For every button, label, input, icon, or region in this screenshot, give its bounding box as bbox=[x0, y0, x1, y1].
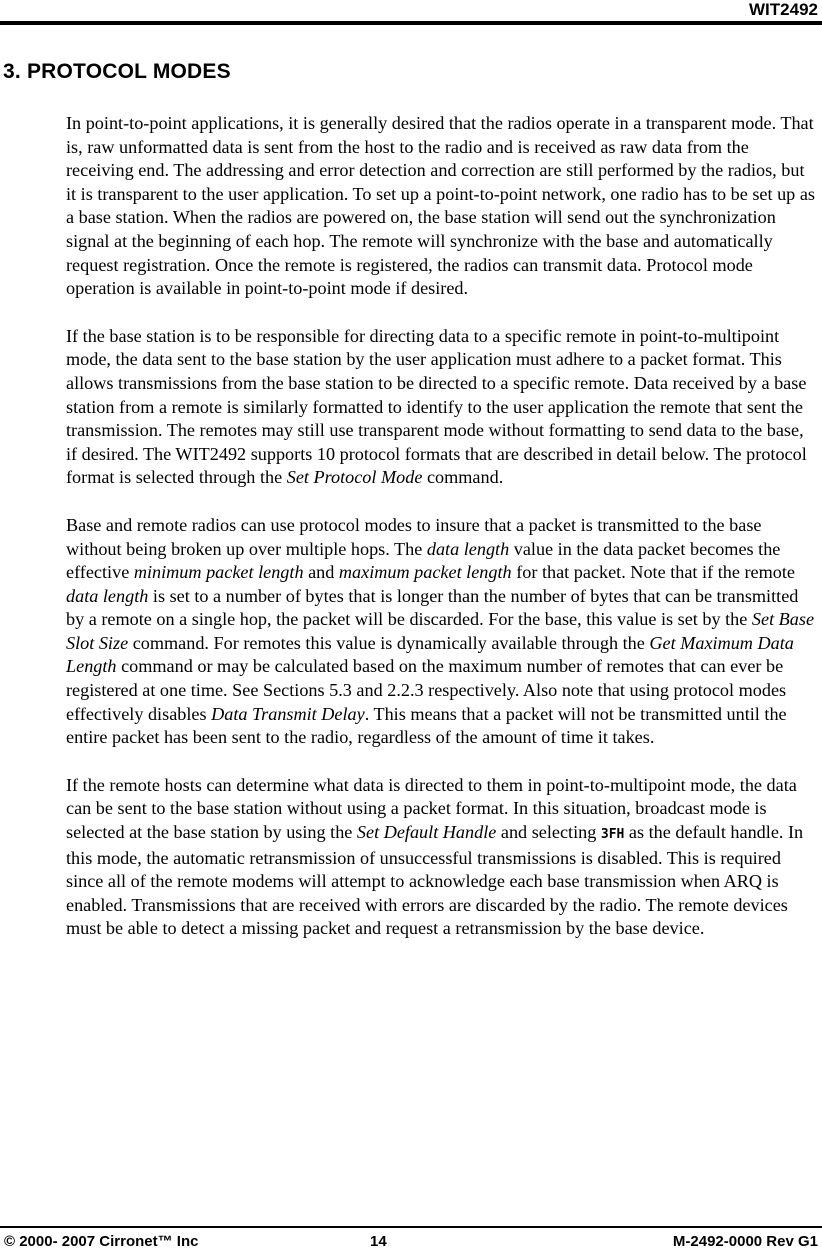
paragraph-text: If the remote hosts can determine what data is directed to them in point-to-multipoint mode, the data can be sent to the base station without using a packet format. In this situation, broadcast mode is selected at the base station by using the bbox=[66, 774, 797, 843]
footer-rule bbox=[0, 1226, 822, 1228]
command-name: Set Base Slot Size bbox=[66, 609, 815, 653]
document-id: M-2492-0000 Rev G1 bbox=[672, 1233, 818, 1250]
header-rule bbox=[0, 21, 822, 25]
term: minimum packet length bbox=[133, 562, 304, 583]
command-name: Get Maximum Data Length bbox=[66, 632, 794, 677]
command-name: Set Protocol Mode bbox=[286, 467, 423, 488]
paragraph-point-to-multipoint bbox=[66, 325, 818, 490]
paragraph-text: is set to a number of bytes that is longer than the number of bytes that can be transmitted by a remote on a single hop, the packet will be discarded. For the base, this value is set by the bbox=[66, 585, 799, 630]
paragraph-text: command. bbox=[422, 467, 504, 488]
code-value: 3FH bbox=[600, 827, 625, 843]
term: Data Transmit Delay bbox=[211, 703, 365, 724]
paragraph-text: as the default handle. In this mode, the automatic retransmission of unsuccessful transmissions is disabled. This is required since all of the remote modems will attempt to acknowledge each base transmission when ARQ is enabled. Transmissions that are received with errors are discarded by the radio. The remote devices must be able to detect a missing packet and request a retransmission by the base device. bbox=[66, 822, 804, 939]
paragraph-point-to-point bbox=[66, 112, 818, 301]
paragraph-text: command or may be calculated based on the maximum number of remotes that can ever be registered at one time. See Sections 5.3 and 2.2.3 respectively. Also note that using protocol modes effectively disables bbox=[66, 656, 787, 724]
paragraph-text: value in the data packet becomes the effective bbox=[66, 538, 781, 583]
footer-copyright: © 2000- 2007 Cirronet™ Inc bbox=[4, 1233, 199, 1250]
paragraph-broadcast-mode bbox=[66, 774, 818, 941]
document-title: WIT2492 bbox=[749, 0, 818, 19]
paragraph-text: and bbox=[303, 562, 339, 583]
section-heading: 3. PROTOCOL MODES bbox=[3, 60, 231, 83]
paragraph-text: In point-to-point applications, it is generally desired that the radios operate in a transparent mode. That is, raw unformatted data is sent from the host to the radio and is received as raw data from the receiving end. The addressing and error detection and correction are still performed by the radios, but it is transparent to the user application. To set up a point-to-point network, one radio has to be set up as a base station. When the radios are powered on, the base station will send out the synchronization signal at the beginning of each hop. The remote will synchronize with the base and automatically request registration. Once the remote is registered, the radios can transmit data. Protocol mode operation is available in point-to-point mode if desired. bbox=[66, 113, 815, 299]
command-name: Set Default Handle bbox=[356, 822, 497, 843]
paragraph-text: . This means that a packet will not be transmitted until the entire packet has been sent to the radio, regardless of the amount of time it takes. bbox=[66, 703, 787, 748]
paragraph-text: for that packet. Note that if the remote bbox=[511, 562, 795, 583]
term: data length bbox=[426, 538, 510, 559]
paragraph-text: and selecting bbox=[496, 822, 601, 843]
term: maximum packet length bbox=[338, 562, 512, 583]
paragraph-packet-length bbox=[66, 514, 818, 750]
paragraph-text: Base and remote radios can use protocol modes to insure that a packet is transmitted to the base without being broken up over multiple hops. The bbox=[66, 514, 762, 559]
paragraph-text: command. For remotes this value is dynamically available through the bbox=[128, 632, 650, 653]
page-number: 14 bbox=[370, 1233, 387, 1250]
paragraph-text: If the base station is to be responsible for directing data to a specific remote in point-to-multipoint mode, the data sent to the base station by the user application must adhere to a packet format. This allows transmissions from the base station to be directed to a specific remote. Data received by a base station from a remote is similarly formatted to identify to the user application the remote that sent the transmission. The remotes may still use transparent mode without formatting to send data to the base, if desired. The WIT2492 supports 10 protocol formats that are described in detail below. The protocol format is selected through the bbox=[66, 325, 807, 488]
body-text bbox=[66, 112, 818, 965]
term: data length bbox=[66, 585, 149, 606]
